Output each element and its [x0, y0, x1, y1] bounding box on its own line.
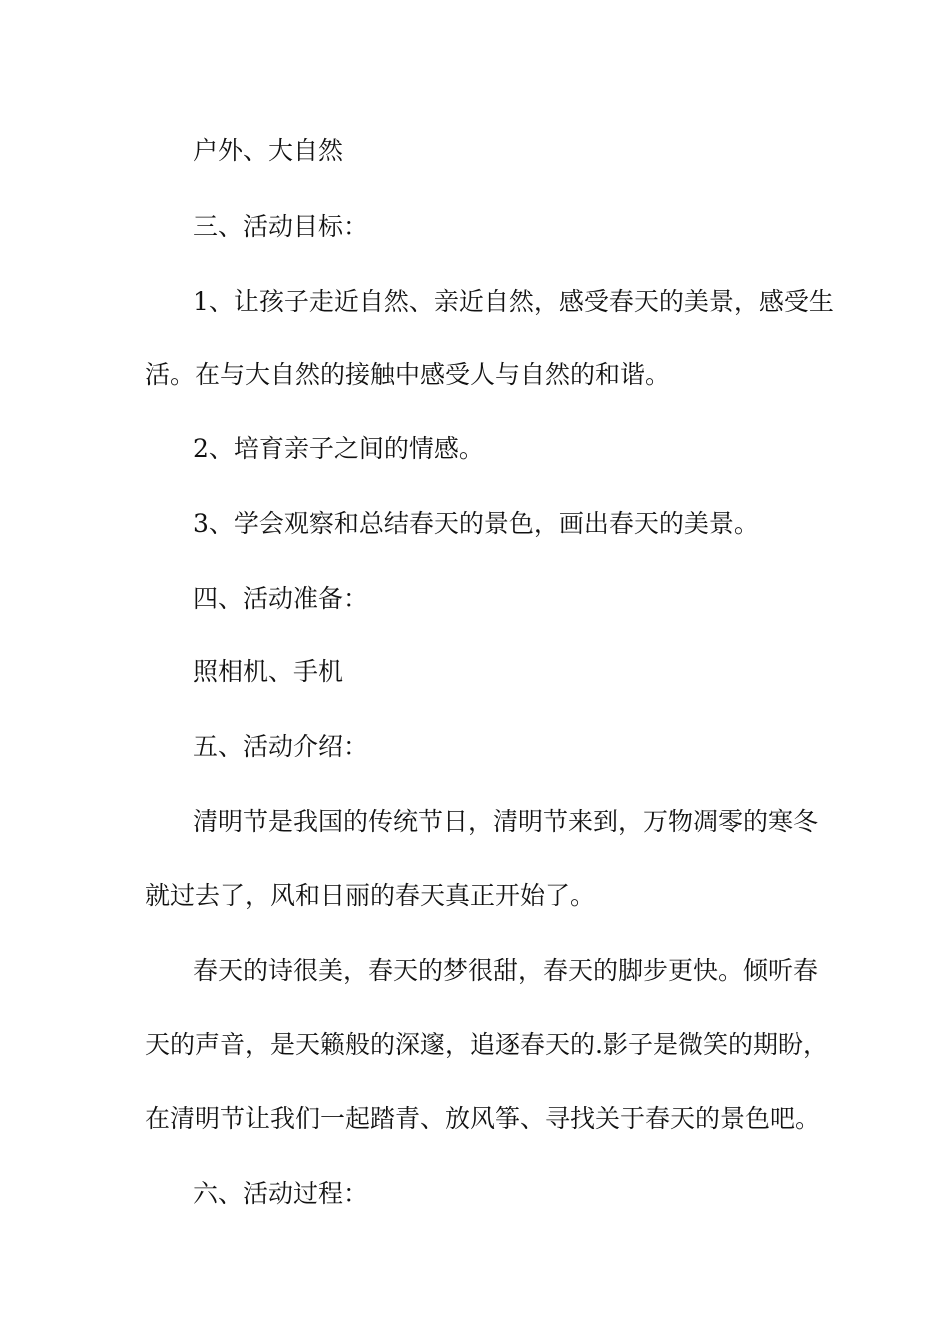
section-heading: 六、活动过程： — [193, 1179, 369, 1208]
paragraph-line: 就过去了，风和日丽的春天真正开始了。 — [145, 881, 596, 910]
paragraph-line: 活。在与大自然的接触中感受人与自然的和谐。 — [145, 360, 671, 389]
section-heading: 五、活动介绍： — [193, 732, 369, 761]
paragraph-line: 1、让孩子走近自然、亲近自然，感受春天的美景，感受生 — [193, 287, 834, 316]
paragraph-line: 在清明节让我们一起踏青、放风筝、寻找关于春天的景色吧。 — [145, 1104, 821, 1133]
paragraph-line: 天的声音，是天籁般的深邃，追逐春天的.影子是微笑的期盼， — [145, 1030, 828, 1059]
paragraph-line: 户外、大自然 — [193, 136, 344, 165]
section-heading: 三、活动目标： — [193, 212, 369, 241]
paragraph-line: 3、学会观察和总结春天的景色，画出春天的美景。 — [193, 509, 759, 538]
section-heading: 四、活动准备： — [193, 584, 369, 613]
paragraph-line: 春天的诗很美，春天的梦很甜，春天的脚步更快。倾听春 — [193, 956, 819, 985]
paragraph-line: 2、培育亲子之间的情感。 — [193, 434, 484, 463]
paragraph-line: 照相机、手机 — [193, 657, 344, 686]
paragraph-line: 清明节是我国的传统节日，清明节来到，万物凋零的寒冬 — [193, 807, 819, 836]
